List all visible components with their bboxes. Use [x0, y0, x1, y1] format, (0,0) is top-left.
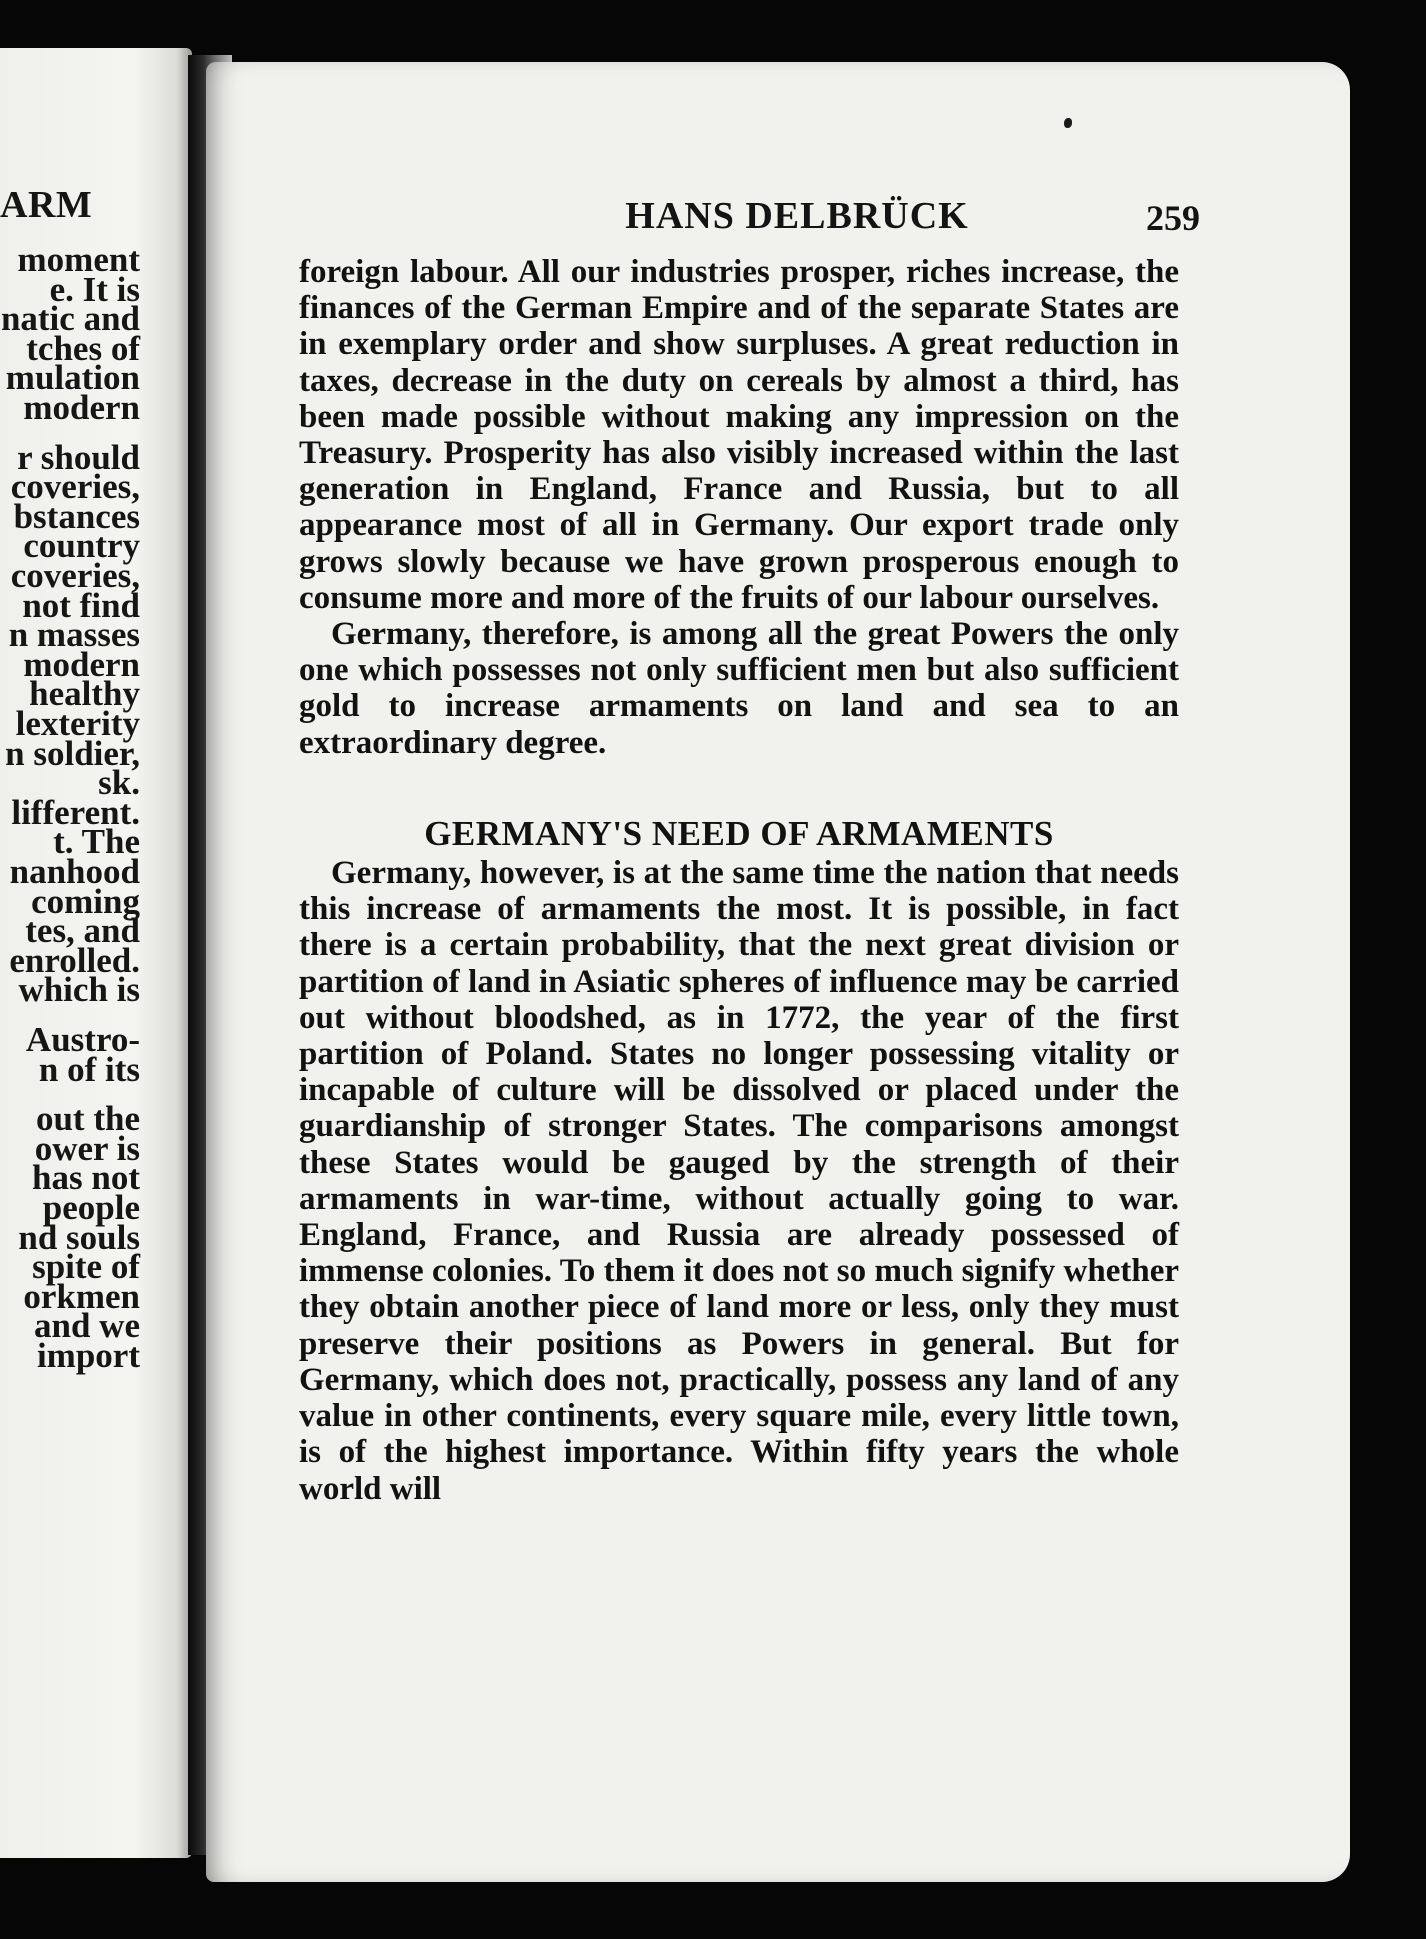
left-page-line: tes, and [25, 911, 140, 951]
left-page-line: n soldier, [5, 733, 140, 773]
left-page-line: and we [34, 1306, 140, 1346]
left-page-line: r should [17, 437, 140, 477]
left-page-line: enrolled. [9, 940, 140, 980]
left-page-line: tches of [26, 328, 140, 368]
left-running-title: ARM [0, 184, 93, 226]
left-page-line: coming [31, 881, 140, 921]
left-page-line: Austro- [25, 1020, 140, 1059]
section-heading: GERMANY'S NEED OF ARMAMENTS [424, 813, 1054, 853]
left-page-line: moment [17, 240, 140, 279]
left-page-line: n masses [8, 615, 140, 655]
left-page-line: lexterity [15, 704, 140, 743]
paragraph: Germany, therefore, is among all the great Powers the only one which possesses not only sufficient men but also sufficient gold to increase armaments on land and sea to an extraordinary degree. [299, 616, 1179, 761]
left-page-line: modern [23, 644, 140, 684]
left-page-line: mulation [5, 358, 140, 398]
left-page-line: sk. [98, 763, 140, 803]
page-number: 259 [1146, 198, 1200, 238]
ink-speck [1064, 118, 1072, 128]
left-facing-page [0, 48, 192, 1858]
left-page-line: e. It is [49, 269, 140, 309]
left-page-line: orkmen [23, 1276, 140, 1316]
paragraph: Germany, however, is at the same time the nation that needs this increase of armaments the most. It is possible, in fact there is a certain probability, that the next great division or partition of land in Asiatic spheres of influence may be carried out without bloodshed, as in 1772, the year of the first partition of Poland. States no longer possessing vitality or incapable of culture will be dissolved or placed under the guardianship of stronger States. The comparisons amongst these States would be gauged by the strength of their armaments in war-time, without actually going to war. England, France, and Russia are already possessed of immense colonies. To them it does not so much signify whether they obtain another piece of land more or less, only they must preserve their positions as Powers in general. But for Germany, which does not, practically, possess any land of any value in other continents, every square mile, every little town, is of the highest importance. Within fifty years the whole world will [299, 855, 1179, 1507]
left-page-line: modern [23, 388, 140, 427]
left-page-line: nanhood [9, 852, 140, 891]
left-page-line: lifferent. [11, 792, 140, 832]
left-page-line: coveries, [10, 556, 140, 595]
left-page-line: ower is [34, 1128, 140, 1168]
left-page-line: out the [35, 1099, 140, 1139]
left-page-line: people [42, 1188, 140, 1227]
left-page-line: t. The [53, 822, 140, 862]
left-page-line: healthy [29, 674, 140, 714]
left-page-line: coveries, [10, 467, 140, 507]
running-title: HANS DELBRÜCK [625, 195, 969, 237]
left-page-line: spite of [32, 1247, 140, 1287]
left-page-line: which is [18, 970, 140, 1010]
left-page-line: not find [22, 585, 140, 625]
left-page-line: natic and [0, 299, 140, 339]
paragraph: foreign labour. All our industries prosper, riches increase, the finances of the German Empire and of the separate States are in exemplary order and show surpluses. A great reduction in taxes, decrease in the duty on cereals by almost a third, has been made possible without making any impression on the Treasury. Prosperity has also visibly increased within the last generation in England, France and Russia, but to all appearance most of all in Germany. Our export trade only grows slowly because we have grown prosperous enough to consume more and more of the fruits of our labour ourselves. [299, 254, 1179, 616]
left-page-line: import [36, 1336, 140, 1375]
left-page-line: n of its [38, 1049, 140, 1089]
body-text [299, 254, 1179, 1507]
left-page-line: country [23, 526, 140, 566]
left-page-line: has not [32, 1158, 140, 1198]
left-page-line: bstances [13, 496, 140, 536]
left-page-line: nd souls [18, 1217, 140, 1257]
right-page [206, 62, 1350, 1882]
